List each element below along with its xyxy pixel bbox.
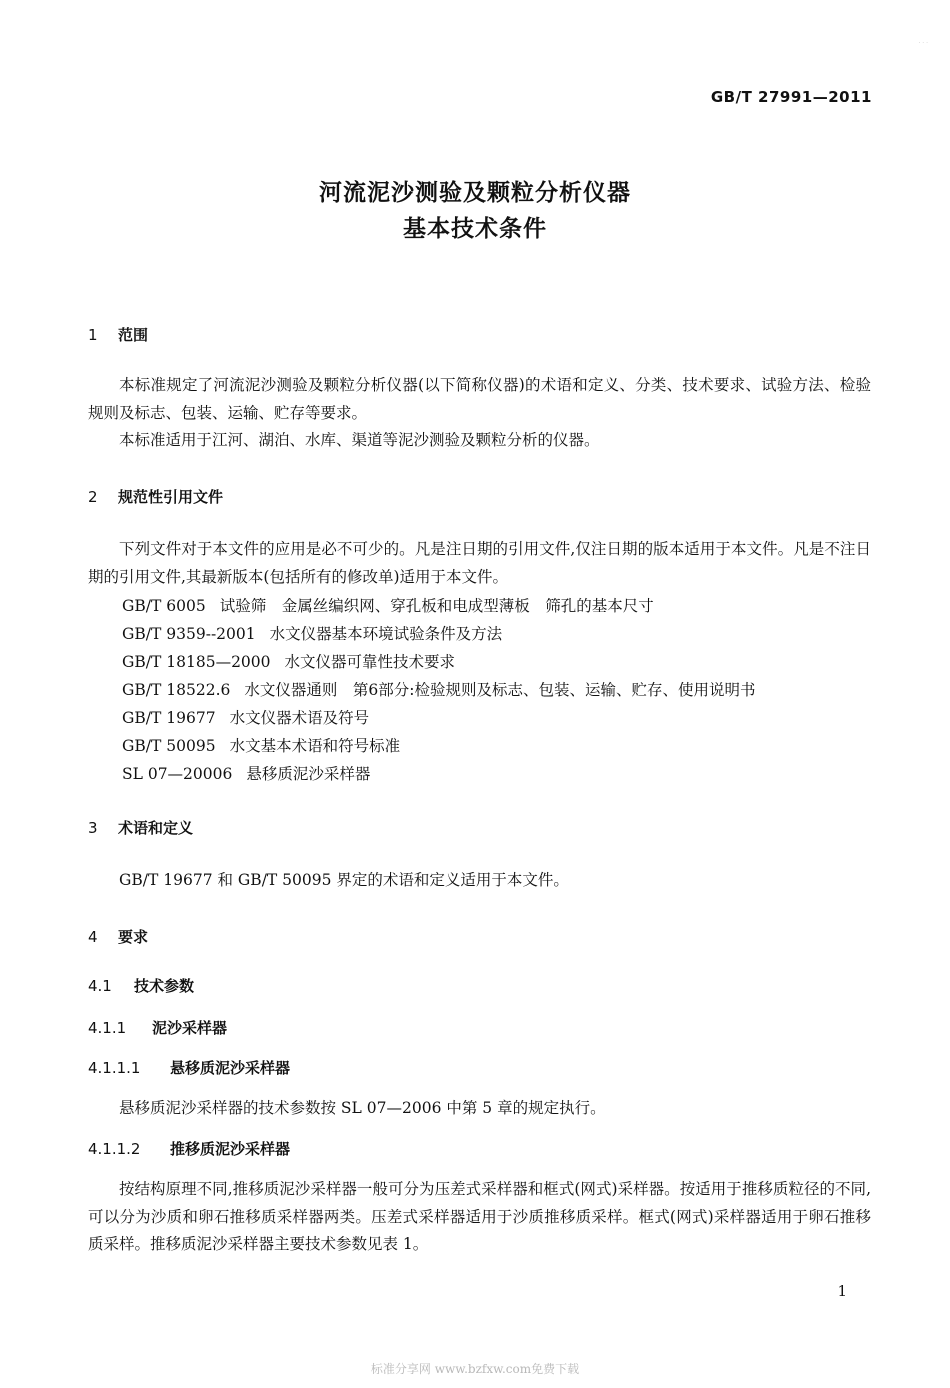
section-number: 4.1.1 [88,1019,127,1037]
standard-number: GB/T 27991—2011 [710,88,872,106]
section-4-1-1-1-paragraph: 悬移质泥沙采样器的技术参数按 SL 07—2006 中第 5 章的规定执行。 [119,1099,606,1117]
section-4-1-1-2-paragraph: 按结构原理不同,推移质泥沙采样器一般可分为压差式采样器和框式(网式)采样器。按适用于推移质粒径的不同,可以分为沙质和卵石推移质采样器两类。压差式采样器适用于沙质推移质采样。框式(网式)采样器适用于卵石推移质采样。推移质泥沙采样器主要技术参数见表 1。 [88,1180,871,1253]
section-number: 3 [88,819,98,837]
reference-item [122,650,455,672]
section-1-heading [88,324,148,345]
reference-item [122,678,755,700]
section-title: 悬移质泥沙采样器 [170,1059,291,1077]
section-number: 4.1 [88,977,112,995]
page-number: 1 [837,1282,847,1300]
reference-code: GB/T 6005 [122,597,206,615]
reference-title: 试验筛 金属丝编织网、穿孔板和电成型薄板 筛孔的基本尺寸 [219,597,654,615]
section-title: 技术参数 [134,977,195,995]
section-4-1-heading [88,975,194,996]
section-2-intro: 下列文件对于本文件的应用是必不可少的。凡是注日期的引用文件,仅注日期的版本适用于本文件。凡是不注日期的引用文件,其最新版本(包括所有的修改单)适用于本文件。 [88,540,871,586]
reference-item [122,734,400,756]
section-title: 规范性引用文件 [118,488,224,506]
section-number: 4 [88,928,98,946]
reference-title: 水文仪器术语及符号 [229,709,370,727]
document-title-line1: 河流泥沙测验及颗粒分析仪器 [319,180,631,206]
reference-item [122,762,370,784]
reference-item [122,594,654,616]
section-title: 术语和定义 [118,819,194,837]
section-4-1-1-2-heading [88,1138,290,1159]
section-title: 要求 [118,928,149,946]
reference-code: GB/T 50095 [122,737,216,755]
reference-title: 水文仪器通则 第6部分:检验规则及标志、包装、运输、贮存、使用说明书 [244,681,756,699]
section-title: 泥沙采样器 [152,1019,228,1037]
section-4-1-1-1-heading [88,1057,290,1078]
section-1-paragraph-1: 本标准规定了河流泥沙测验及颗粒分析仪器(以下简称仪器)的术语和定义、分类、技术要求、试验方法、检验规则及标志、包装、运输、贮存等要求。 [88,376,871,422]
section-1-paragraph-2: 本标准适用于江河、湖泊、水库、渠道等泥沙测验及颗粒分析的仪器。 [119,431,600,449]
watermark: 标准分享网 www.bzfxw.com免费下载 [370,1362,580,1376]
section-2-heading [88,486,223,507]
reference-code: GB/T 18185—2000 [122,653,271,671]
reference-title: 水文仪器基本环境试验条件及方法 [269,625,503,643]
reference-code: GB/T 18522.6 [122,681,231,699]
section-number: 1 [88,326,98,344]
reference-code: SL 07—20006 [122,765,233,783]
section-3-paragraph: GB/T 19677 和 GB/T 50095 界定的术语和定义适用于本文件。 [119,871,569,889]
section-title: 推移质泥沙采样器 [170,1140,291,1158]
section-number: 4.1.1.1 [88,1059,141,1077]
section-number: 4.1.1.2 [88,1140,141,1158]
section-3-heading [88,817,193,838]
reference-title: 水文仪器可靠性技术要求 [284,653,456,671]
section-4-heading [88,926,148,947]
reference-code: GB/T 9359--2001 [122,625,256,643]
reference-title: 悬移质泥沙采样器 [246,765,371,783]
scan-mark: · · · [918,40,928,47]
reference-item [122,706,369,728]
document-title-line2: 基本技术条件 [403,216,547,242]
reference-code: GB/T 19677 [122,709,216,727]
reference-item [122,622,502,644]
section-number: 2 [88,488,98,506]
section-title: 范围 [118,326,149,344]
section-4-1-1-heading [88,1017,227,1038]
reference-title: 水文基本术语和符号标准 [229,737,401,755]
